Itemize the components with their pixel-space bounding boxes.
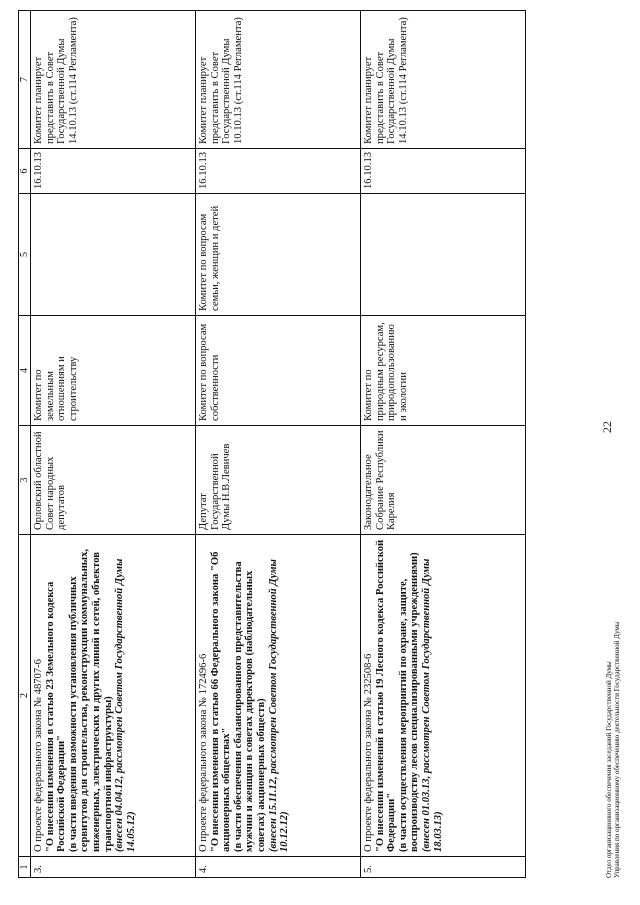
co-committee (31, 194, 196, 316)
row-number: 3. (31, 857, 196, 878)
page-number: 22 (600, 421, 614, 433)
plan: Комитет планирует представить в Совет Государственной Думы 14.10.13 (ст.114 Регламента) (361, 11, 526, 149)
bill-description (361, 535, 526, 857)
header-cell: 7 (19, 11, 31, 149)
table-row (31, 11, 196, 878)
bill-author: Орловский областной Совет народных депутатов (31, 426, 196, 535)
responsible-committee: Комитет по вопросам собственности (196, 316, 361, 426)
bill-name: "О внесении изменения в статью 66 Федерального закона "Об акционерных обществах" (209, 551, 233, 852)
responsible-committee: Комитет по земельным отношениям и строительству (31, 316, 196, 426)
bill-name: "О внесении изменения в статью 23 Земельного кодекса Российской Федерации" (44, 581, 68, 852)
header-cell: 6 (19, 149, 31, 194)
co-committee (361, 194, 526, 316)
bill-purpose: (в части осуществления мероприятий по охране, защите, воспроизводству лесов специализированными учреждениями) (397, 552, 421, 852)
footer (605, 622, 621, 878)
date: 16.10.13 (361, 149, 526, 194)
footer-line: Управления по организационному обеспечению деятельности Государственной Думы (613, 621, 621, 878)
bill-title: О проекте федерального закона № 232508-6 (363, 653, 374, 852)
bill-introduced: (внесен 15.11.12, рассмотрен Советом Государственной Думы 10.12.12) (267, 559, 291, 852)
plan: Комитет планирует представить в Совет Государственной Думы 10.10.13 (ст.114 Регламента) (196, 11, 361, 149)
header-cell: 5 (19, 194, 31, 316)
header-cell: 3 (19, 426, 31, 535)
co-committee: Комитет по вопросам семьи, женщин и детей (196, 194, 361, 316)
footer-line: Отдел организационного обеспечения заседаний Государственной Думы (605, 661, 613, 878)
bill-purpose: (в части введения возможности установления публичных сервитутов для строительства, реконструкции коммунальных, инженерных, электрических и других линий и сетей, объектов транспортной инфраструктуры) (67, 548, 114, 852)
bill-title: О проекте федерального закона № 48707-6 (33, 659, 44, 852)
plan: Комитет планирует представить в Совет Государственной Думы 14.10.13 (ст.114 Регламента) (31, 11, 196, 149)
bill-purpose: (в части обеспечения сбалансированного представительства мужчин и женщин в советах директоров (наблюдательных советах) акционерных обществ) (232, 561, 267, 852)
bill-author: Законодательное Собрание Республики Карелия (361, 426, 526, 535)
responsible-committee: Комитет по природным ресурсам, природопользованию и экологии (361, 316, 526, 426)
header-cell: 1 (19, 857, 31, 878)
bill-description (196, 535, 361, 857)
bill-author: Депутат Государственной Думы Н.В.Левичев (196, 426, 361, 535)
row-number: 4. (196, 857, 361, 878)
date: 16.10.13 (196, 149, 361, 194)
bill-description (31, 535, 196, 857)
date: 16.10.13 (31, 149, 196, 194)
header-cell: 4 (19, 316, 31, 426)
bill-name: "О внесении изменений в статью 19 Лесного кодекса Российской Федерации" (374, 539, 398, 852)
row-number: 5. (361, 857, 526, 878)
header-row (19, 11, 31, 878)
bill-title: О проекте федерального закона № 172496-6 (198, 653, 209, 852)
header-cell: 2 (19, 535, 31, 857)
agenda-table (18, 10, 526, 878)
bill-introduced: (внесен 04.04.12, рассмотрен Советом Государственной Думы 14.05.12) (114, 558, 137, 852)
bill-introduced: (внесен 01.03.13, рассмотрен Советом Государственной Думы 18.03.13) (420, 558, 444, 852)
table-row (361, 11, 526, 878)
table-row (196, 11, 361, 878)
